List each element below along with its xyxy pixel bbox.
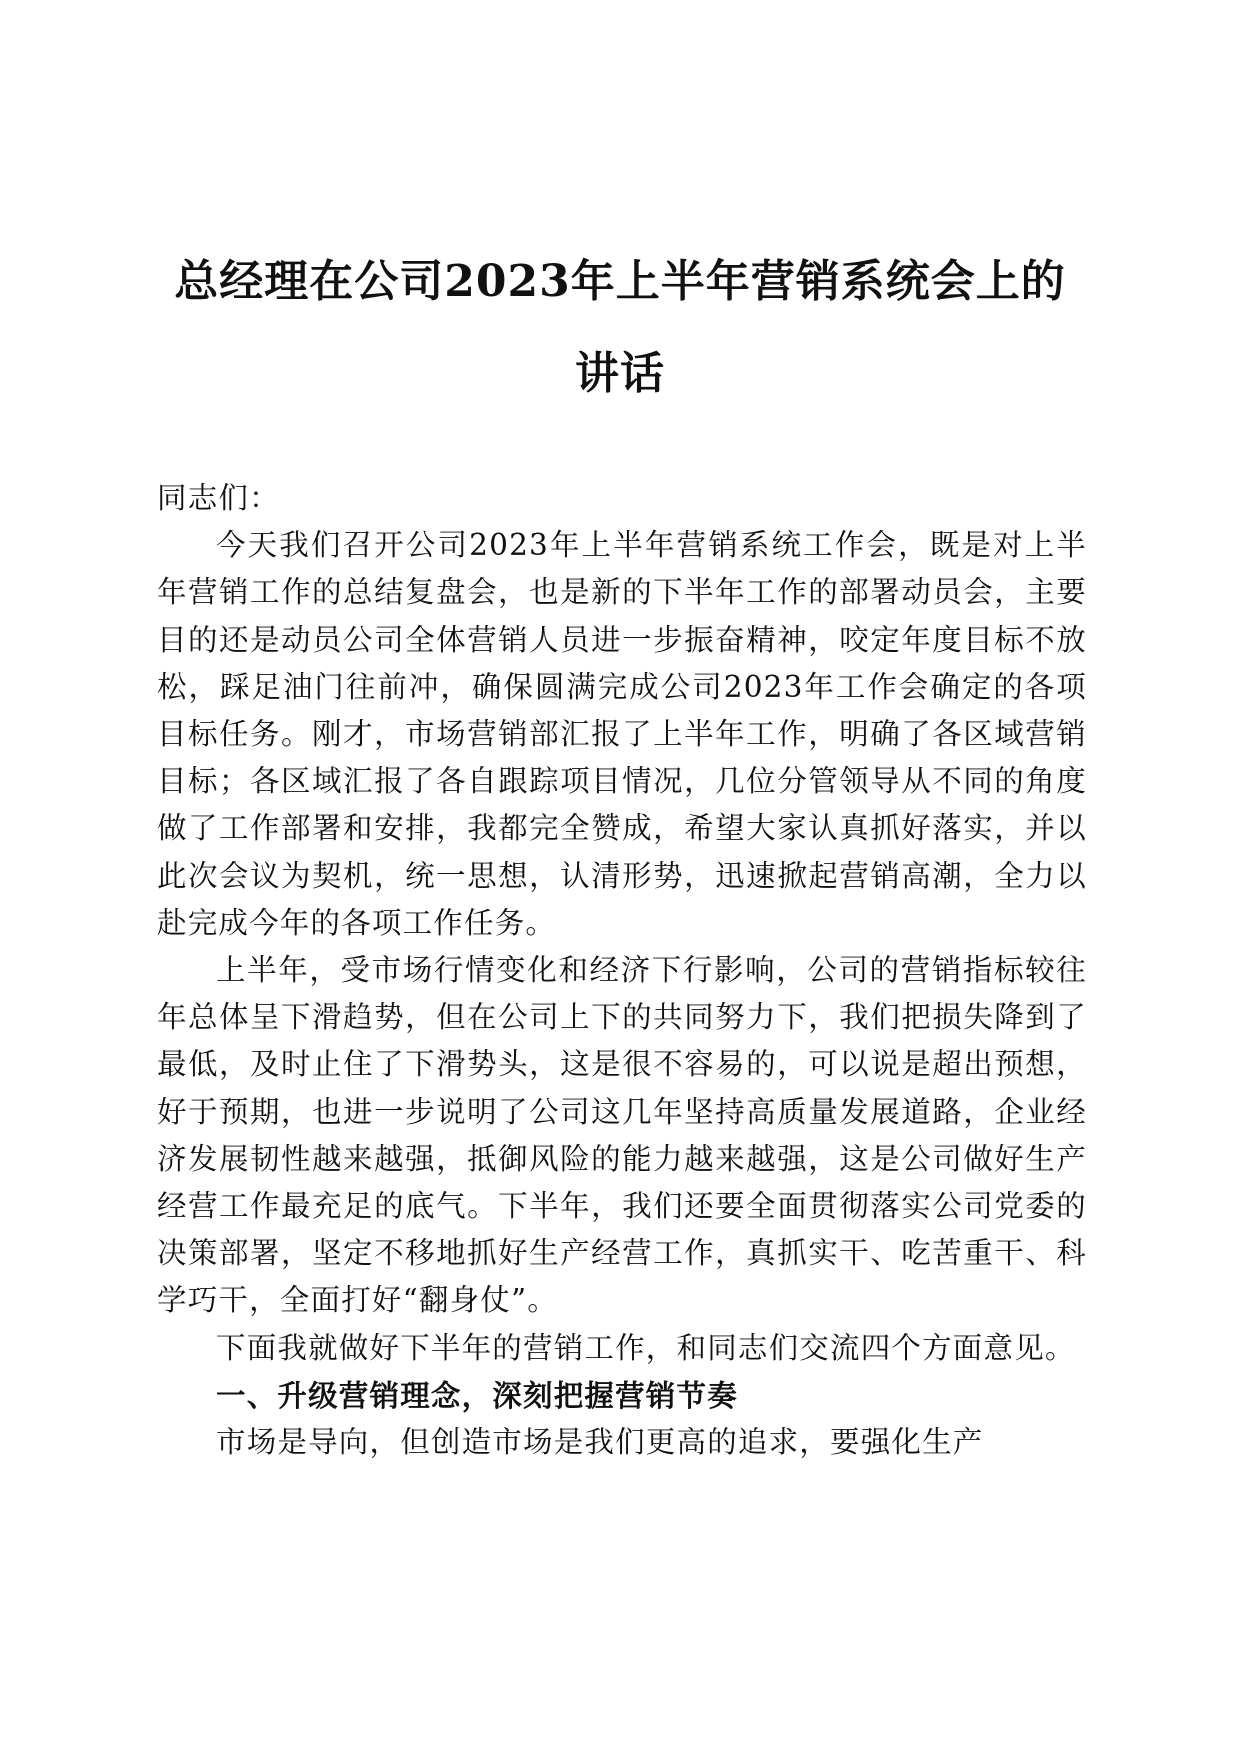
section-heading-1: 一、升级营销理念，深刻把握营销节奏 bbox=[216, 1377, 738, 1413]
document-body bbox=[157, 475, 1087, 1466]
paragraph-4: 市场是导向，但创造市场是我们更高的追求，要强化生产 bbox=[216, 1425, 984, 1460]
salutation: 同志们： bbox=[157, 481, 280, 515]
paragraph-2: 上半年，受市场行情变化和经济下行影响，公司的营销指标较往年总体呈下滑趋势，但在公司上下的共同努力下，我们把损失降到了最低，及时止住了下滑势头，这是很不容易的，可以说是超出预想，好于预期，也进一步说明了公司这几年坚持高质量发展道路，企业经济发展韧性越来越强，抵御风险的能力越来越强，这是公司做好生产经营工作最充足的底气。下半年，我们还要全面贯彻落实公司党委的决策部署，坚定不移地抓好生产经营工作，真抓实干、吃苦重干、科学巧干，全面打好“翻身仗”。 bbox=[157, 953, 1087, 1318]
document-title-line-1: 总经理在公司2023年上半年营销系统会上的 bbox=[174, 256, 1066, 307]
document-title-line-2: 讲话 bbox=[575, 348, 665, 399]
paragraph-3: 下面我就做好下半年的营销工作，和同志们交流四个方面意见。 bbox=[216, 1330, 1076, 1365]
paragraph-1: 今天我们召开公司2023年上半年营销系统工作会，既是对上半年营销工作的总结复盘会，也是新的下半年工作的部署动员会，主要目的还是动员公司全体营销人员进一步振奋精神，咬定年度目标不放松，踩足油门往前冲，确保圆满完成公司2023年工作会确定的各项目标任务。刚才，市场营销部汇报了上半年工作，明确了各区域营销目标；各区域汇报了各自跟踪项目情况，几位分管领导从不同的角度做了工作部署和安排，我都完全赞成，希望大家认真抓好落实，并以此次会议为契机，统一思想，认清形势，迅速掀起营销高潮，全力以赴完成今年的各项工作任务。 bbox=[157, 528, 1087, 940]
